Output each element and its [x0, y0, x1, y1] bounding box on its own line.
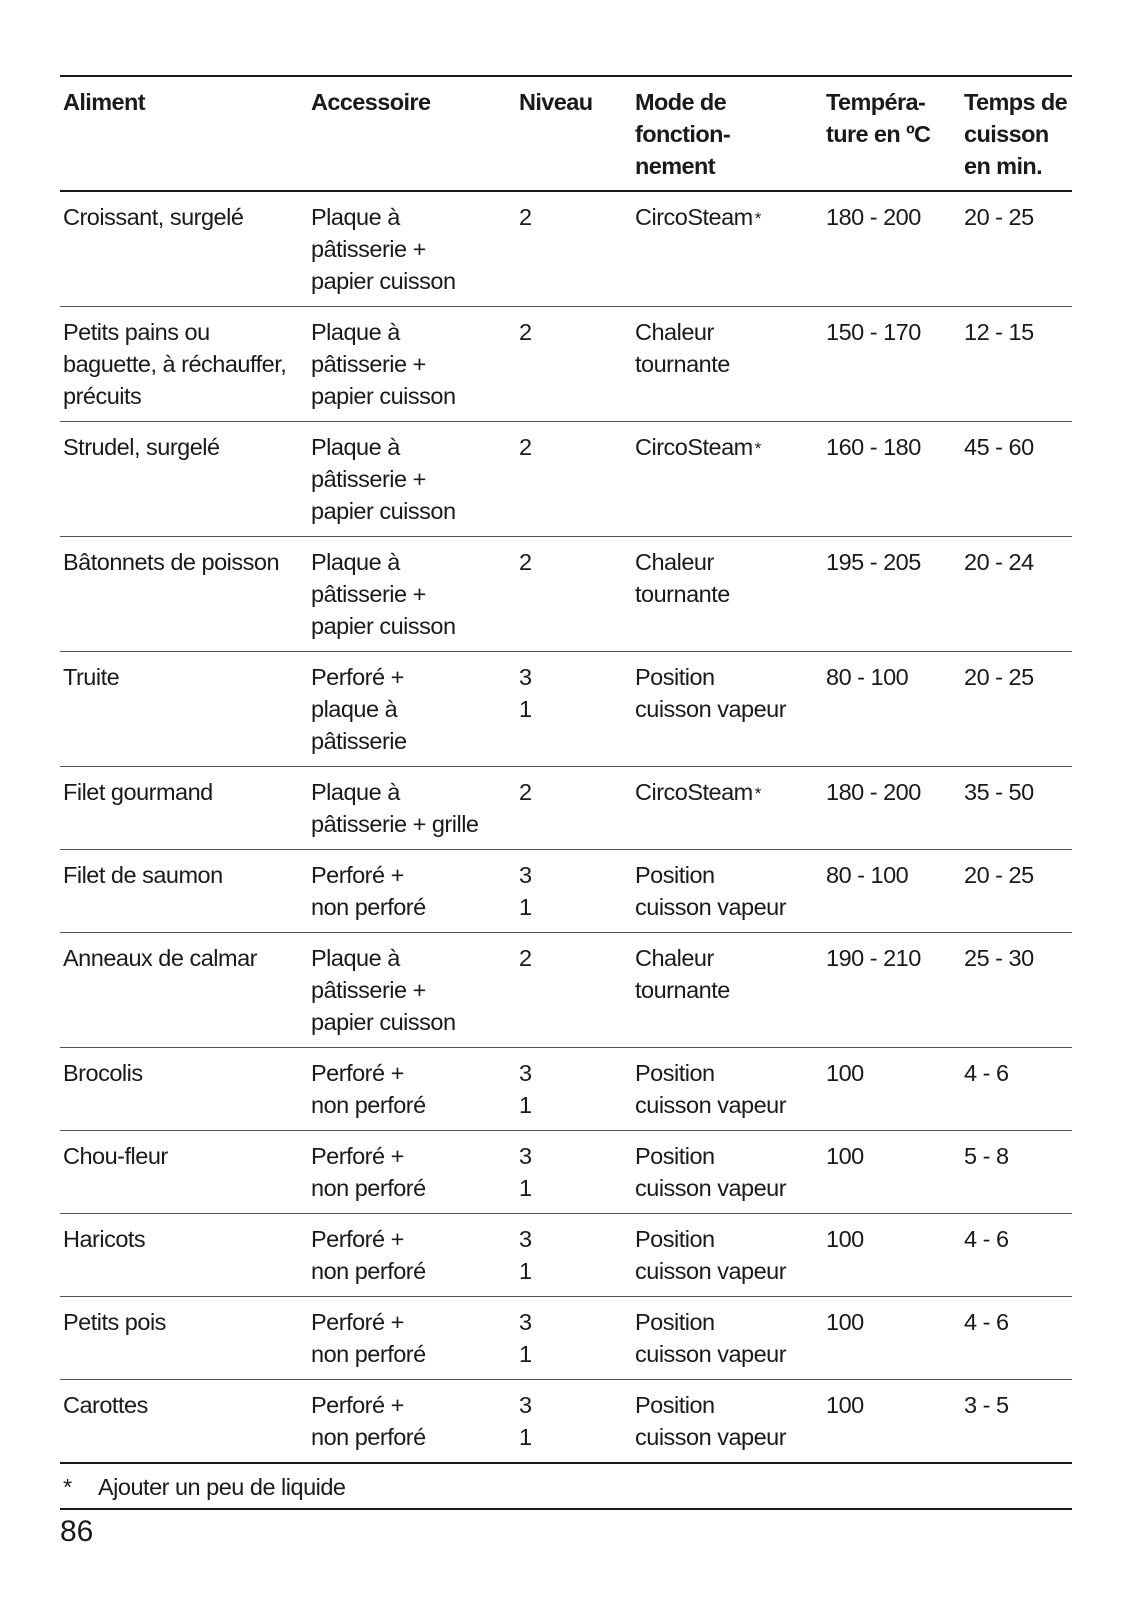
footnote-reference-mark: * — [754, 439, 761, 458]
cell-level: 2 — [519, 779, 532, 805]
cell-temperature: 160 - 180 — [826, 434, 921, 460]
header-mode: Mode de fonction- nement — [635, 89, 731, 179]
table-row — [60, 767, 1072, 850]
cell-mode — [632, 431, 823, 527]
cell-food: Croissant, surgelé — [63, 204, 244, 230]
cell-mode — [632, 316, 823, 412]
cell-temperature: 80 - 100 — [826, 664, 909, 690]
cell-mode — [632, 1306, 823, 1370]
cell-level: 3 1 — [519, 1309, 532, 1367]
cell-level: 2 — [519, 434, 532, 460]
cell-temperature: 100 — [826, 1226, 864, 1252]
cell-accessory: Perforé + plaque à pâtisserie — [311, 664, 407, 754]
cell-level: 3 1 — [519, 862, 532, 920]
cell-temperature: 100 — [826, 1143, 864, 1169]
cell-accessory: Plaque à pâtisserie + papier cuisson — [311, 945, 456, 1035]
cell-level: 3 1 — [519, 1226, 532, 1284]
cell-level: 2 — [519, 204, 532, 230]
cell-time: 5 - 8 — [964, 1143, 1009, 1169]
mode-label: CircoSteam — [635, 204, 753, 230]
cell-accessory: Perforé + non perforé — [311, 1226, 426, 1284]
cell-food: Haricots — [63, 1226, 146, 1252]
mode-label: Chaleur tournante — [635, 319, 730, 377]
cell-temperature: 190 - 210 — [826, 945, 921, 971]
cell-temperature: 195 - 205 — [826, 549, 921, 575]
cell-time: 12 - 15 — [964, 319, 1034, 345]
mode-label: CircoSteam — [635, 434, 753, 460]
cell-time: 20 - 25 — [964, 204, 1034, 230]
cell-level: 2 — [519, 945, 532, 971]
cell-temperature: 100 — [826, 1392, 864, 1418]
cell-accessory: Plaque à pâtisserie + papier cuisson — [311, 434, 456, 524]
cell-temperature: 180 - 200 — [826, 779, 921, 805]
cell-food: Chou-fleur — [63, 1143, 168, 1169]
table-row — [60, 1214, 1072, 1297]
cell-level: 2 — [519, 549, 532, 575]
cell-food: Petits pains ou baguette, à réchauffer, précuits — [63, 319, 287, 409]
header-food: Aliment — [63, 89, 145, 115]
cell-food: Filet gourmand — [63, 779, 213, 805]
table-row — [60, 933, 1072, 1048]
cell-accessory: Perforé + non perforé — [311, 1309, 426, 1367]
cooking-table — [60, 75, 1072, 1510]
cell-accessory: Plaque à pâtisserie + grille — [311, 779, 479, 837]
cell-food: Filet de saumon — [63, 862, 223, 888]
table-row — [60, 192, 1072, 307]
table-row — [60, 1048, 1072, 1131]
table-row — [60, 537, 1072, 652]
cell-time: 25 - 30 — [964, 945, 1034, 971]
mode-label: Position cuisson vapeur — [635, 1060, 787, 1118]
mode-label: Position cuisson vapeur — [635, 862, 787, 920]
table-row — [60, 1131, 1072, 1214]
cell-time: 20 - 25 — [964, 664, 1034, 690]
cell-food: Petits pois — [63, 1309, 166, 1335]
cell-mode — [632, 661, 823, 757]
cell-mode — [632, 1057, 823, 1121]
cell-accessory: Perforé + non perforé — [311, 862, 426, 920]
table-row — [60, 1297, 1072, 1380]
header-time: Temps de cuisson en min. — [964, 89, 1068, 179]
table-row — [60, 652, 1072, 767]
cell-level: 3 1 — [519, 1392, 532, 1450]
cell-mode — [632, 942, 823, 1038]
cell-accessory: Perforé + non perforé — [311, 1392, 426, 1450]
table-row — [60, 307, 1072, 422]
footnote-mark: * — [63, 1474, 72, 1500]
cell-time: 3 - 5 — [964, 1392, 1009, 1418]
mode-label: Position cuisson vapeur — [635, 1226, 787, 1284]
cell-food: Carottes — [63, 1392, 148, 1418]
cell-level: 2 — [519, 319, 532, 345]
cell-level: 3 1 — [519, 664, 532, 722]
cell-time: 20 - 25 — [964, 862, 1034, 888]
cell-mode — [632, 201, 823, 297]
cell-food: Truite — [63, 664, 120, 690]
cell-food: Bâtonnets de poisson — [63, 549, 280, 575]
table-row — [60, 1380, 1072, 1464]
cell-time: 4 - 6 — [964, 1226, 1009, 1252]
cell-time: 4 - 6 — [964, 1309, 1009, 1335]
mode-label: CircoSteam — [635, 779, 753, 805]
cell-time: 35 - 50 — [964, 779, 1034, 805]
cell-temperature: 80 - 100 — [826, 862, 909, 888]
cell-food: Anneaux de calmar — [63, 945, 257, 971]
cell-mode — [632, 859, 823, 923]
cell-time: 20 - 24 — [964, 549, 1034, 575]
mode-label: Position cuisson vapeur — [635, 1309, 787, 1367]
table-row — [60, 422, 1072, 537]
cell-food: Brocolis — [63, 1060, 143, 1086]
footnote — [60, 1464, 1072, 1510]
header-accessory: Accessoire — [311, 89, 431, 115]
footnote-reference-mark: * — [754, 784, 761, 803]
cell-accessory: Plaque à pâtisserie + papier cuisson — [311, 204, 456, 294]
table-row — [60, 850, 1072, 933]
cell-temperature: 100 — [826, 1060, 864, 1086]
cell-mode — [632, 776, 823, 840]
mode-label: Chaleur tournante — [635, 945, 730, 1003]
cell-mode — [632, 1223, 823, 1287]
cell-food: Strudel, surgelé — [63, 434, 220, 460]
page-number: 86 — [60, 1515, 94, 1548]
cell-level: 3 1 — [519, 1143, 532, 1201]
cell-mode — [632, 1140, 823, 1204]
table-header — [60, 75, 1072, 192]
mode-label: Position cuisson vapeur — [635, 1392, 787, 1450]
cell-accessory: Plaque à pâtisserie + papier cuisson — [311, 549, 456, 639]
footnote-text: Ajouter un peu de liquide — [98, 1474, 346, 1500]
cell-temperature: 100 — [826, 1309, 864, 1335]
footnote-reference-mark: * — [754, 209, 761, 228]
cell-level: 3 1 — [519, 1060, 532, 1118]
cell-time: 4 - 6 — [964, 1060, 1009, 1086]
cell-temperature: 150 - 170 — [826, 319, 921, 345]
cell-accessory: Perforé + non perforé — [311, 1060, 426, 1118]
table-body — [60, 192, 1072, 1464]
cell-temperature: 180 - 200 — [826, 204, 921, 230]
mode-label: Position cuisson vapeur — [635, 1143, 787, 1201]
cell-accessory: Perforé + non perforé — [311, 1143, 426, 1201]
mode-label: Chaleur tournante — [635, 549, 730, 607]
cell-time: 45 - 60 — [964, 434, 1034, 460]
header-temperature: Tempéra- ture en ºC — [826, 89, 931, 147]
cell-mode — [632, 546, 823, 642]
cell-accessory: Plaque à pâtisserie + papier cuisson — [311, 319, 456, 409]
mode-label: Position cuisson vapeur — [635, 664, 787, 722]
header-level: Niveau — [519, 89, 593, 115]
cell-mode — [632, 1389, 823, 1453]
